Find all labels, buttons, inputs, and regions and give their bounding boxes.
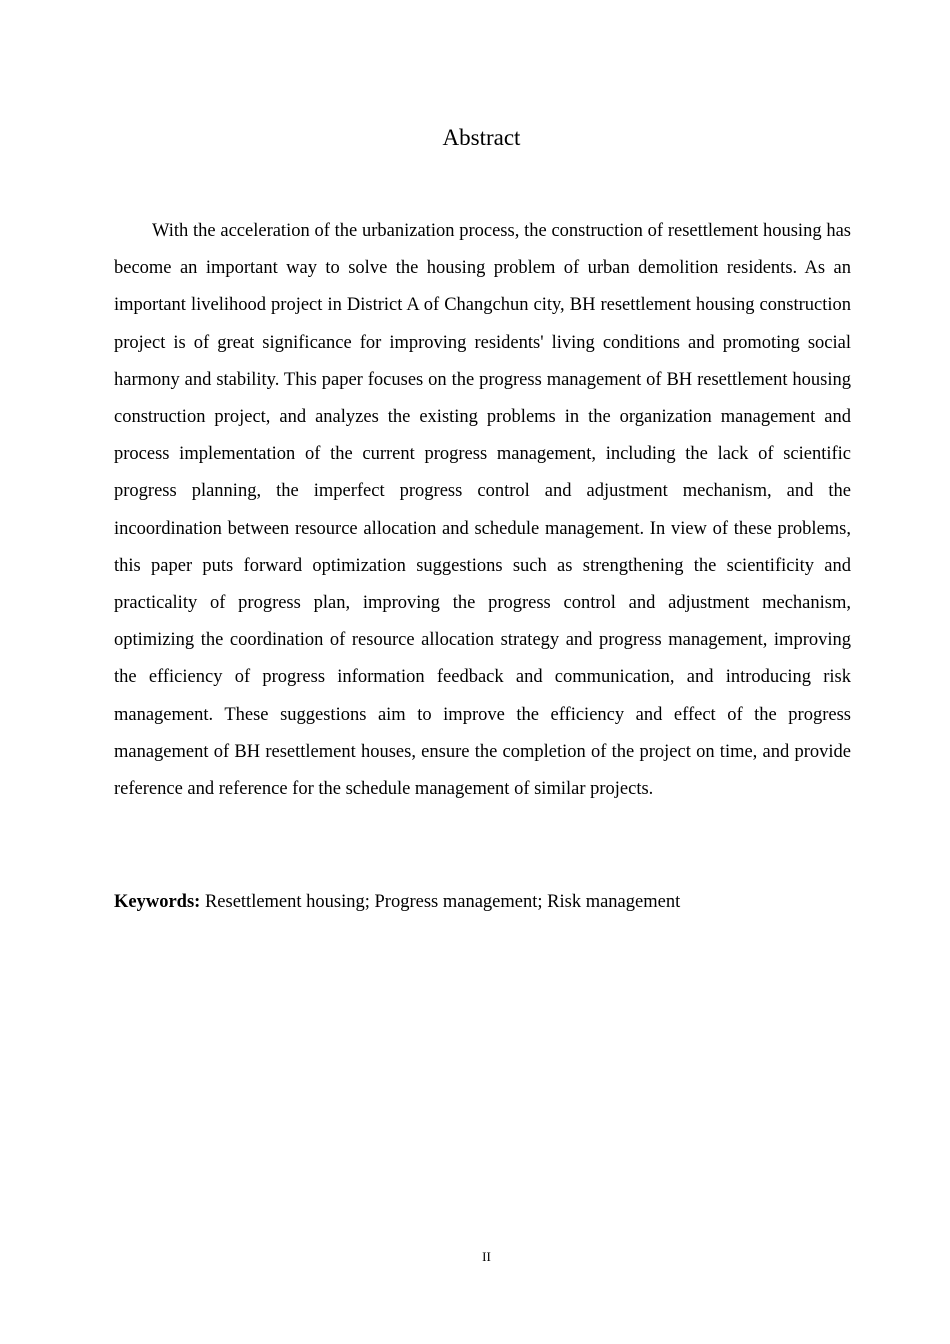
- abstract-body: With the acceleration of the urbanization process, the construction of resettlement housing has become an important way to solve the housing problem of urban demolition residents. As an important livelihood project in District A of Changchun city, BH resettlement housing construction project is of great significance for improving residents' living conditions and promoting social harmony and stability. This paper focuses on the progress management of BH resettlement housing construction project, and analyzes the existing problems in the organization management and process implementation of the current progress management, including the lack of scientific progress planning, the imperfect progress control and adjustment mechanism, and the incoordination between resource allocation and schedule management. In view of these problems, this paper puts forward optimization suggestions such as strengthening the scientificity and practicality of progress plan, improving the progress control and adjustment mechanism, optimizing the coordination of resource allocation strategy and progress management, improving the efficiency of progress information feedback and communication, and introducing risk management. These suggestions aim to improve the efficiency and effect of the progress management of BH resettlement houses, ensure the completion of the project on time, and provide reference and reference for the schedule management of similar projects.: [114, 221, 851, 800]
- abstract-title: Abstract: [442, 125, 521, 150]
- keywords-line: [114, 887, 851, 917]
- page-number: II: [482, 1249, 491, 1264]
- keywords-label: Keywords:: [114, 892, 201, 912]
- keywords-text: Resettlement housing; Progress management; Risk management: [200, 892, 681, 912]
